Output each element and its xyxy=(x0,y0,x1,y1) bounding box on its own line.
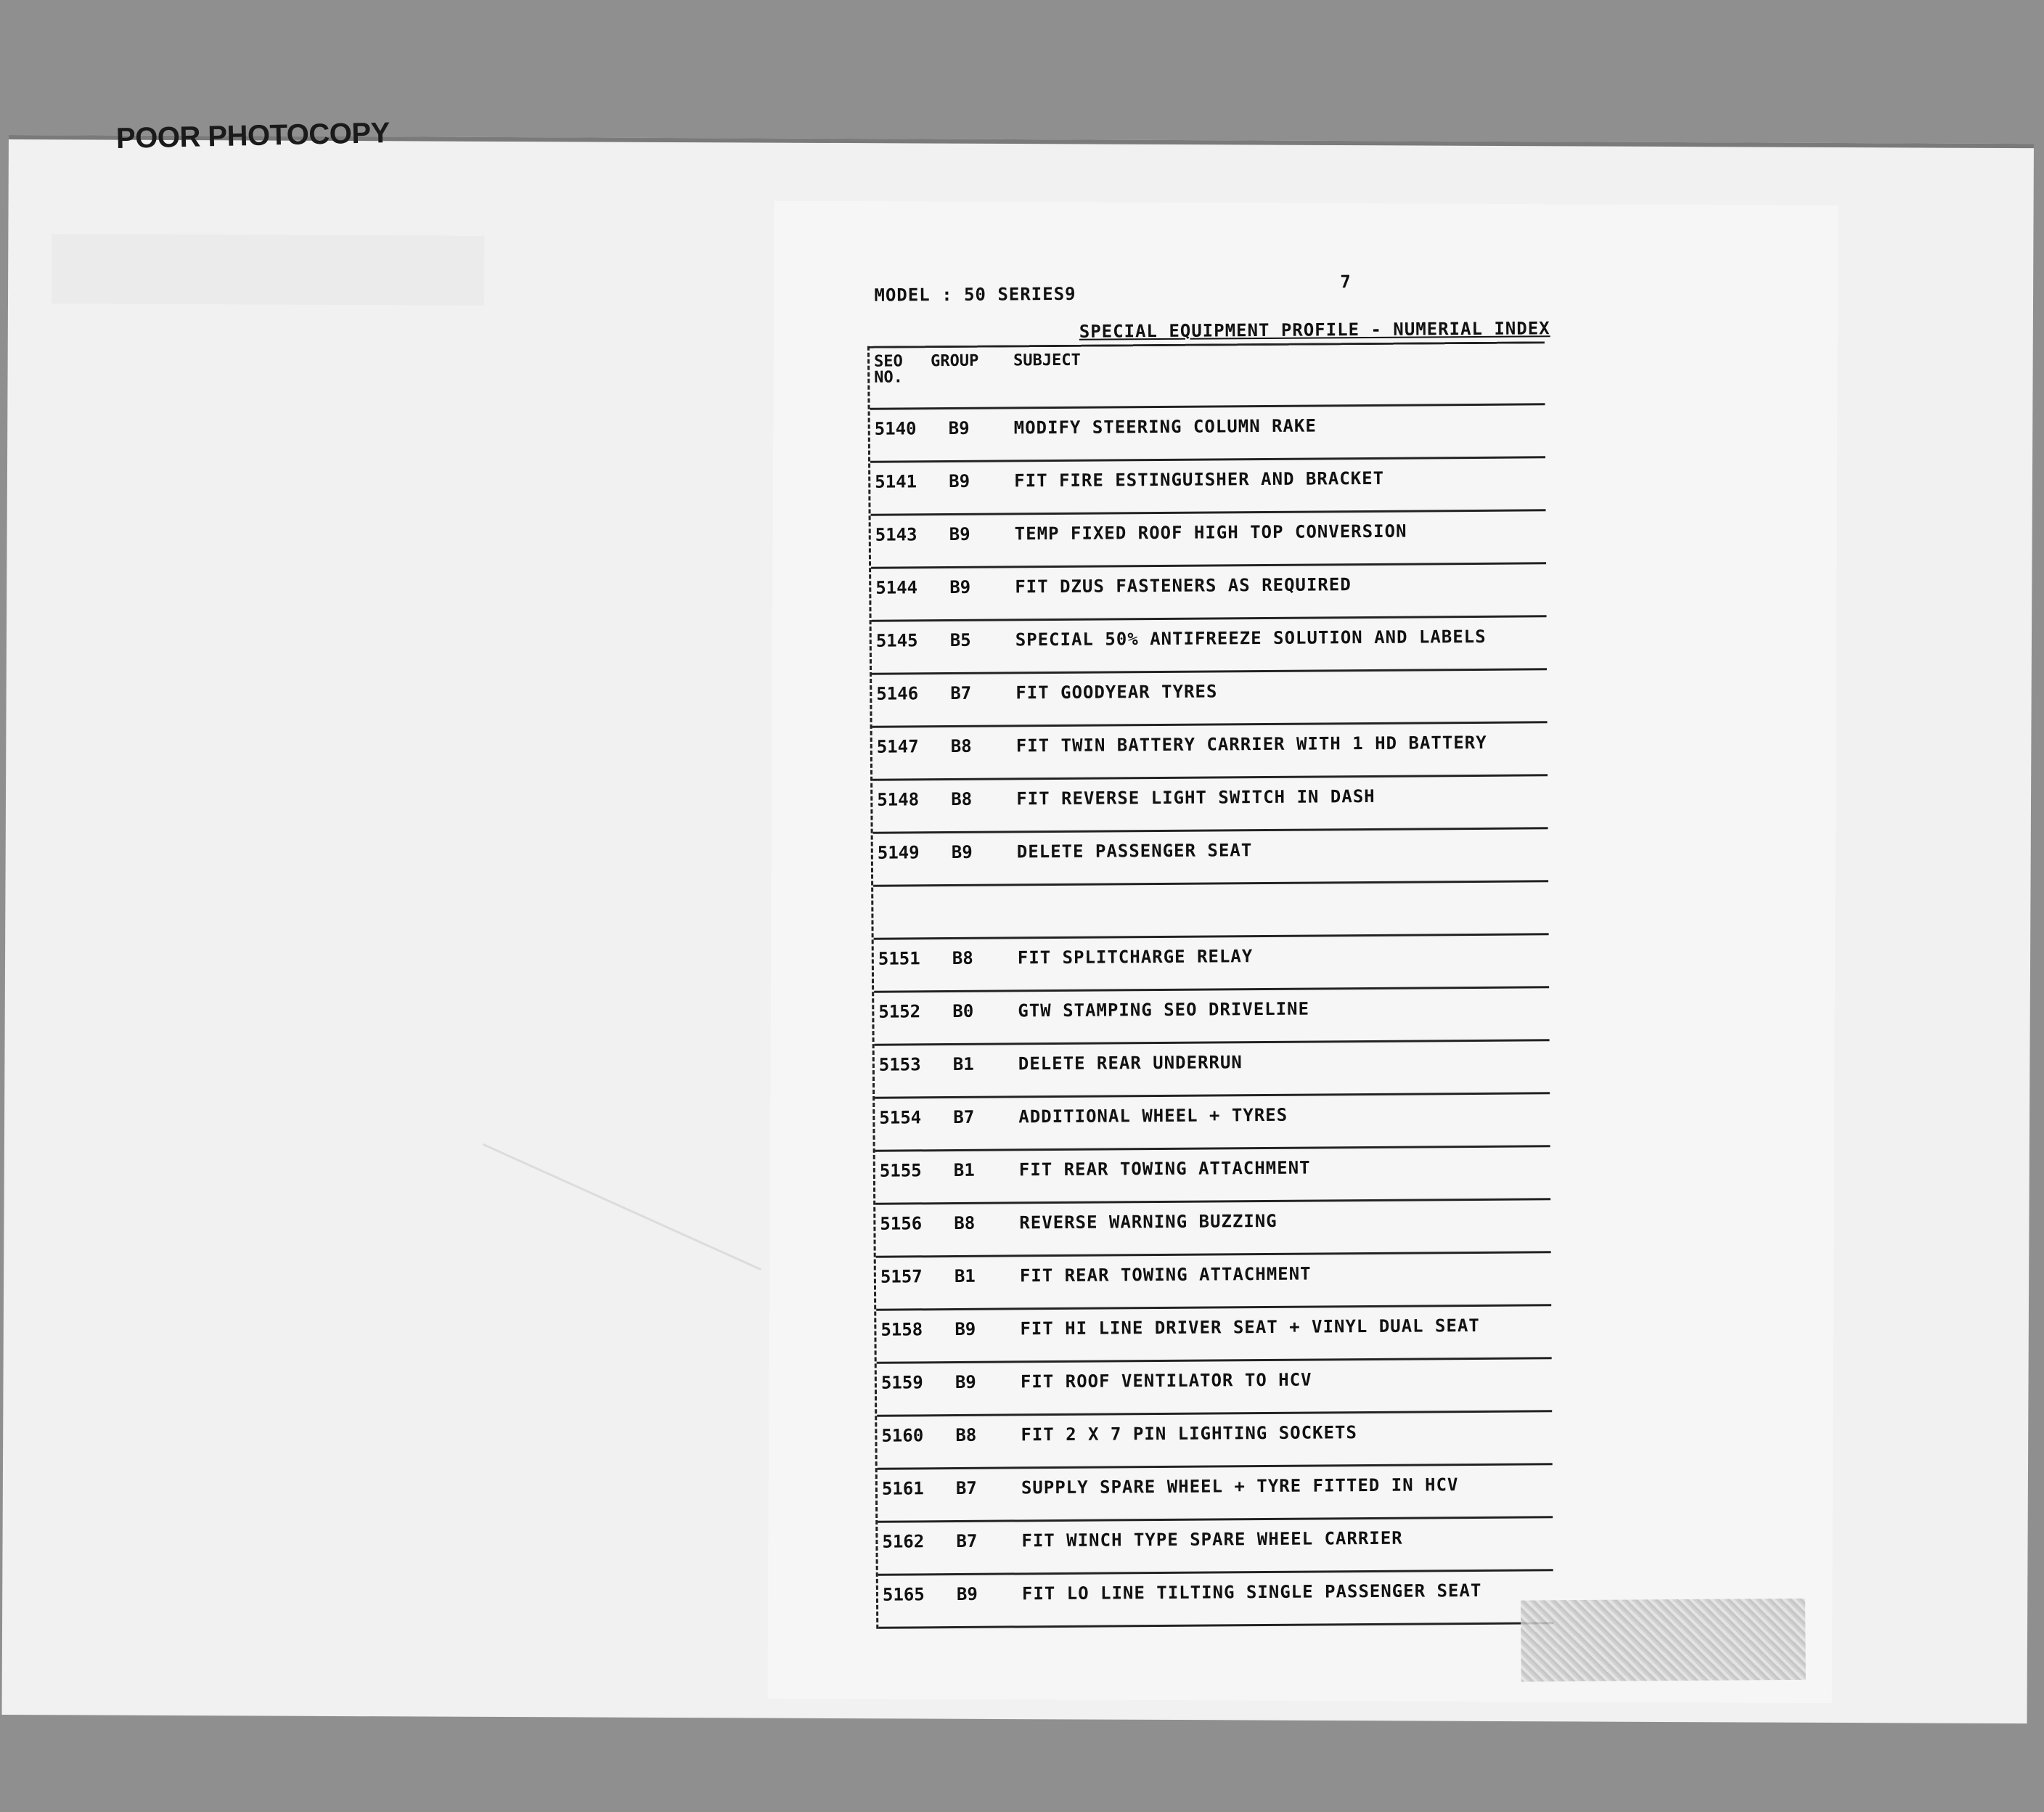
group-cell: B8 xyxy=(954,1212,976,1234)
seo-cell: 5151 xyxy=(878,948,920,969)
subject-cell: FIT DZUS FASTENERS AS REQUIRED xyxy=(1015,574,1352,597)
group-cell: B9 xyxy=(954,1318,976,1340)
subject-cell: FIT REAR TOWING ATTACHMENT xyxy=(1019,1263,1312,1286)
table-row xyxy=(876,1306,1551,1363)
group-cell: B9 xyxy=(949,523,970,545)
seo-cell: 5154 xyxy=(879,1107,922,1128)
group-cell: B8 xyxy=(951,788,973,810)
seo-cell: 5165 xyxy=(882,1584,925,1605)
subject-cell: FIT SPLITCHARGE RELAY xyxy=(1017,946,1254,968)
group-cell: B7 xyxy=(953,1106,975,1128)
table-row xyxy=(870,458,1545,515)
subject-cell: DELETE REAR UNDERRUN xyxy=(1018,1052,1243,1074)
table-row xyxy=(875,1041,1550,1098)
subject-cell: FIT GOODYEAR TYRES xyxy=(1015,681,1218,703)
seo-cell: 5160 xyxy=(881,1425,924,1446)
scan-noise-patch xyxy=(1521,1599,1806,1682)
seo-cell: 5144 xyxy=(875,577,918,598)
group-cell: B9 xyxy=(956,1583,978,1604)
group-cell: B5 xyxy=(949,629,971,651)
seo-cell: 5155 xyxy=(879,1160,922,1181)
group-cell: B7 xyxy=(955,1477,977,1498)
model-line: MODEL : 50 SERIES9 xyxy=(874,283,1076,306)
table-row xyxy=(876,1253,1551,1310)
table-row xyxy=(872,723,1548,780)
group-cell: B8 xyxy=(950,735,972,757)
seo-cell: 5157 xyxy=(880,1266,923,1287)
poor-photocopy-stamp: POOR PHOTOCOPY xyxy=(115,117,391,155)
table-body xyxy=(870,405,1554,1628)
header-seo: SEO xyxy=(874,352,903,371)
group-cell: B8 xyxy=(955,1424,977,1445)
table-row xyxy=(878,1571,1553,1628)
seo-cell: 5158 xyxy=(880,1319,923,1340)
subject-cell: FIT REAR TOWING ATTACHMENT xyxy=(1018,1157,1311,1180)
subject-cell: SUPPLY SPARE WHEEL + TYRE FITTED IN HCV xyxy=(1021,1474,1459,1498)
table-row xyxy=(870,405,1545,462)
header-group: GROUP xyxy=(931,351,979,371)
subject-cell: FIT FIRE ESTINGUISHER AND BRACKET xyxy=(1014,468,1385,491)
seo-cell: 5141 xyxy=(875,471,917,492)
subject-cell: FIT REVERSE LIGHT SWITCH IN DASH xyxy=(1016,785,1375,809)
seo-cell: 5148 xyxy=(877,789,920,810)
table-row xyxy=(873,882,1548,939)
table-row xyxy=(875,1147,1550,1204)
table-row xyxy=(874,935,1549,992)
seo-cell: 5143 xyxy=(875,524,917,545)
table-row xyxy=(878,1518,1553,1575)
table-row xyxy=(873,829,1548,886)
header-subject: SUBJECT xyxy=(1013,351,1081,370)
seo-cell: 5161 xyxy=(881,1478,924,1499)
table-row xyxy=(875,1200,1550,1257)
subject-cell: GTW STAMPING SEO DRIVELINE xyxy=(1018,998,1310,1021)
seo-index-table xyxy=(867,341,1553,1628)
subject-cell: SPECIAL 50% ANTIFREEZE SOLUTION AND LABELS xyxy=(1015,626,1487,650)
group-cell: B9 xyxy=(948,417,970,439)
seo-cell: 5156 xyxy=(880,1213,923,1234)
group-cell: B0 xyxy=(952,1000,974,1022)
group-cell: B9 xyxy=(954,1371,976,1393)
seo-cell: 5152 xyxy=(878,1001,921,1022)
table-row xyxy=(877,1412,1552,1469)
table-row xyxy=(877,1359,1552,1416)
seo-cell: 5140 xyxy=(874,418,917,439)
table-row xyxy=(872,776,1548,833)
seo-cell: 5147 xyxy=(876,736,919,757)
group-cell: B1 xyxy=(953,1159,975,1181)
page-number: 7 xyxy=(1340,272,1351,293)
group-cell: B7 xyxy=(956,1530,978,1551)
subject-cell: FIT LO LINE TILTING SINGLE PASSENGER SEAT xyxy=(1021,1580,1482,1604)
subject-cell: FIT HI LINE DRIVER SEAT + VINYL DUAL SEAT xyxy=(1020,1315,1480,1339)
document-title: SPECIAL EQUIPMENT PROFILE - NUMERIAL INDEX xyxy=(1079,318,1550,342)
table-row xyxy=(875,1094,1550,1151)
table-row xyxy=(874,988,1549,1045)
header-no: NO. xyxy=(874,368,904,387)
group-cell: B1 xyxy=(952,1053,974,1075)
subject-cell: DELETE PASSENGER SEAT xyxy=(1016,840,1253,862)
table-row xyxy=(871,564,1546,621)
seo-cell: 5153 xyxy=(878,1054,921,1075)
subject-cell: REVERSE WARNING BUZZING xyxy=(1019,1210,1278,1233)
group-cell: B7 xyxy=(950,682,972,704)
seo-cell: 5162 xyxy=(882,1531,925,1552)
subject-cell: FIT 2 X 7 PIN LIGHTING SOCKETS xyxy=(1021,1422,1357,1445)
subject-cell: TEMP FIXED ROOF HIGH TOP CONVERSION xyxy=(1014,521,1407,544)
subject-cell: MODIFY STEERING COLUMN RAKE xyxy=(1013,415,1317,438)
table-header xyxy=(870,343,1545,409)
seo-cell: 5145 xyxy=(875,630,918,651)
group-cell: B9 xyxy=(949,576,971,598)
seo-cell: 5146 xyxy=(876,683,919,704)
group-cell: B1 xyxy=(954,1265,976,1287)
group-cell: B9 xyxy=(949,470,970,492)
subject-cell: ADDITIONAL WHEEL + TYRES xyxy=(1018,1104,1288,1127)
seo-cell: 5159 xyxy=(880,1372,923,1393)
group-cell: B8 xyxy=(952,947,973,969)
table-row xyxy=(878,1465,1553,1522)
subject-cell: FIT TWIN BATTERY CARRIER WITH 1 HD BATTERY xyxy=(1015,732,1487,756)
table-row xyxy=(872,617,1547,674)
subject-cell: FIT ROOF VENTILATOR TO HCV xyxy=(1020,1369,1312,1392)
seo-cell: 5149 xyxy=(877,842,920,863)
subject-cell: FIT WINCH TYPE SPARE WHEEL CARRIER xyxy=(1021,1527,1403,1551)
table-row xyxy=(871,511,1546,568)
group-cell: B9 xyxy=(951,841,973,863)
table-row xyxy=(872,670,1547,727)
